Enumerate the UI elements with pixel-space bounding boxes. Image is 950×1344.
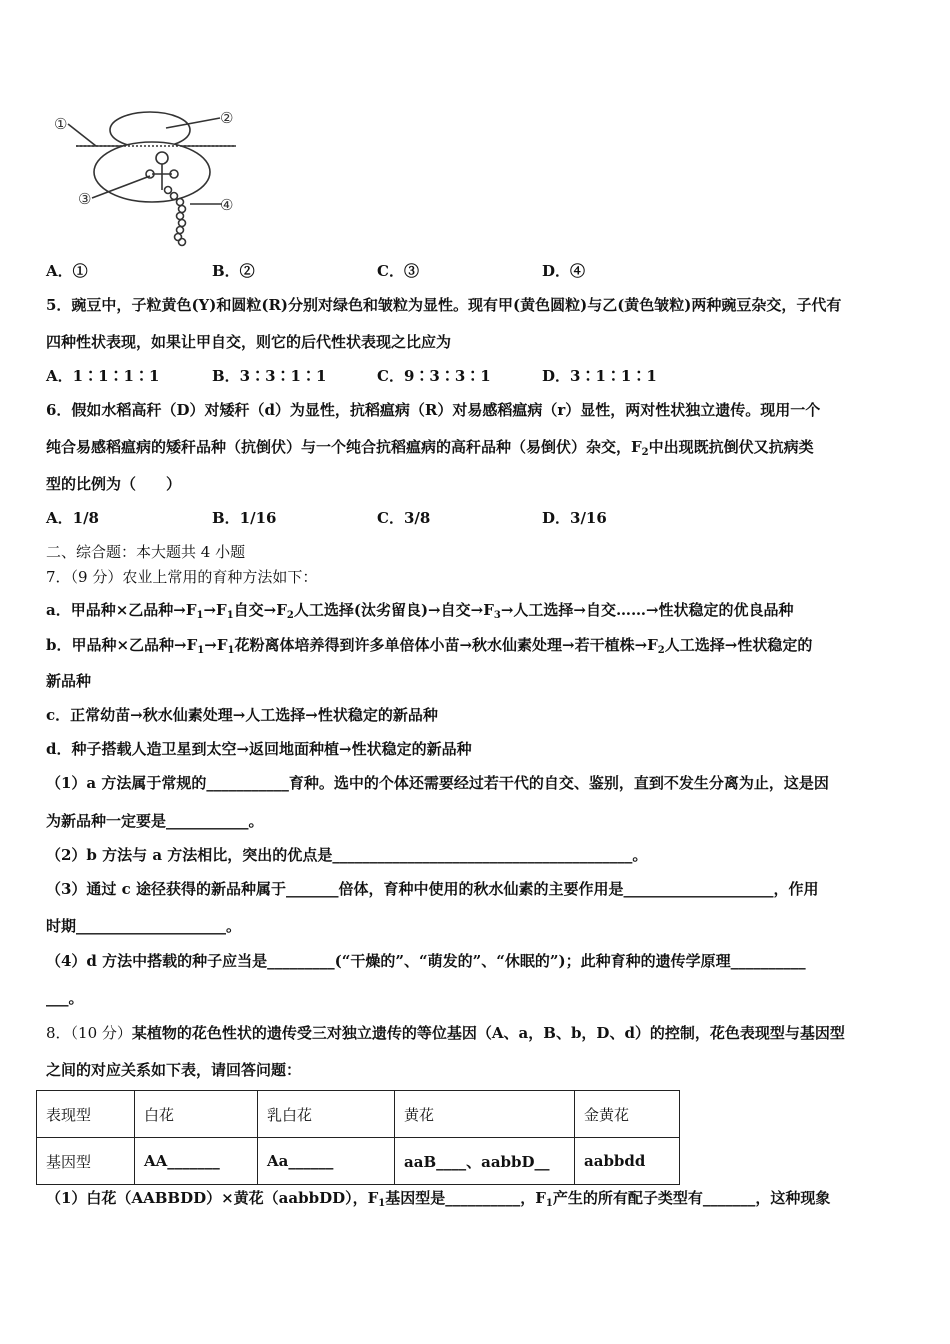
q8-sub1: （1）白花（AABBDD）×黄花（aabbDD），$F_1$基因型是__________，$F_1$产生的所有配子类型有_______，这种现象 (46, 1189, 831, 1209)
q7-method-c: c．正常幼苗→秋水仙素处理→人工选择→性状稳定的新品种 (46, 706, 438, 724)
table-cell: AA_______ (135, 1138, 258, 1185)
q4-option-b[interactable]: B．② (212, 262, 255, 280)
section-2-heading: 二、综合题：本大题共 4 小题 (46, 543, 246, 561)
table-cell: aaB____、aabbD__ (395, 1138, 575, 1185)
genotype-table (36, 1090, 680, 1185)
q6-line2: 纯合易感稻瘟病的矮秆品种（抗倒伏）与一个纯合抗稻瘟病的高秆品种（易倒伏）杂交，$F_2$中出现既抗倒伏又抗病类 (46, 438, 814, 458)
label-2: ② (220, 109, 234, 127)
q6-option-b[interactable]: B．1/16 (212, 509, 277, 527)
cell-diagram (40, 100, 250, 250)
q6-line3: 型的比例为（ ） (46, 475, 182, 493)
q7-sub3-line1: （3）通过 c 途径获得的新品种属于_______倍体，育种中使用的秋水仙素的主要作用是____________________，作用 (46, 880, 819, 898)
lower-oval (94, 142, 210, 202)
q7-title: 7．（9 分）农业上常用的育种方法如下： (46, 568, 318, 586)
label-1: ① (54, 115, 68, 133)
q7-sub4-line2: ___。 (46, 989, 84, 1007)
q5-option-b[interactable]: B．3∶3∶1∶1 (212, 367, 327, 385)
q5-line2: 四种性状表现，如果让甲自交，则它的后代性状表现之比应为 (46, 333, 452, 351)
q6-line1: 6．假如水稻高秆（D）对矮秆（d）为显性，抗稻瘟病（R）对易感稻瘟病（r）显性，两对性状独立遗传。现用一个 (46, 401, 821, 419)
q7-sub1-line1: （1）a 方法属于常规的___________育种。选中的个体还需要经过若干代的自交、鉴别，直到不发生分离为止，这是因 (46, 774, 829, 792)
label-3: ③ (78, 190, 92, 208)
q4-option-c[interactable]: C．③ (377, 262, 419, 280)
table-cell: Aa______ (258, 1138, 395, 1185)
table-cell: 基因型 (37, 1138, 135, 1185)
table-cell: 金黄花 (575, 1091, 680, 1138)
q7-method-b-line2: 新品种 (46, 672, 92, 690)
q5-option-d[interactable]: D．3∶1∶1∶1 (542, 367, 657, 385)
q7-method-d: d．种子搭载人造卫星到太空→返回地面种植→性状稳定的新品种 (46, 740, 472, 758)
q8-line2: 之间的对应关系如下表，请回答问题： (46, 1061, 302, 1079)
table-row (37, 1091, 680, 1138)
q7-sub4-line1: （4）d 方法中搭载的种子应当是_________(“干燥的”、“萌发的”、“休眠的”)；此种育种的遗传学原理__________ (46, 952, 806, 970)
table-cell: 乳白花 (258, 1091, 395, 1138)
label-4: ④ (220, 196, 234, 214)
table-row (37, 1138, 680, 1185)
q5-option-c[interactable]: C．9∶3∶3∶1 (377, 367, 491, 385)
q6-option-d[interactable]: D．3/16 (542, 509, 607, 527)
q7-sub2: （2）b 方法与 a 方法相比，突出的优点是________________________________________。 (46, 846, 648, 864)
q6-option-c[interactable]: C．3/8 (377, 509, 431, 527)
pointer-1 (68, 124, 96, 146)
table-cell: 表现型 (37, 1091, 135, 1138)
q4-option-d[interactable]: D．④ (542, 262, 586, 280)
q5-line1: 5．豌豆中，子粒黄色(Y)和圆粒(R)分别对绿色和皱粒为显性。现有甲(黄色圆粒)与乙(黄色皱粒)两种豌豆杂交，子代有 (46, 296, 842, 314)
q7-sub3-line2: 时期____________________。 (46, 917, 242, 935)
table-cell: 白花 (135, 1091, 258, 1138)
table-cell: 黄花 (395, 1091, 575, 1138)
q4-option-a[interactable]: A．① (46, 262, 88, 280)
q7-method-b-line1: b．甲品种×乙品种$\to F_1\to F_1$花粉离体培养得到许多单倍体小苗→秋水仙素处理→若干植株$\to F_2$人工选择→性状稳定的 (46, 636, 813, 656)
q6-option-a[interactable]: A．1/8 (46, 509, 99, 527)
q7-method-a: a．甲品种×乙品种$\to F_1\to F_1$自交$\to F_2$人工选择(汰劣留良)→自交$\to F_3\to$人工选择→自交……→性状稳定的优良品种 (46, 601, 794, 621)
q8-line1: 8．（10 分）某植物的花色性状的遗传受三对独立遗传的等位基因（A、a，B、b，D、d）的控制，花色表现型与基因型 (46, 1024, 845, 1042)
q5-option-a[interactable]: A．1∶1∶1∶1 (46, 367, 160, 385)
q7-sub1-line2: 为新品种一定要是___________。 (46, 812, 264, 830)
table-cell: aabbdd (575, 1138, 680, 1185)
